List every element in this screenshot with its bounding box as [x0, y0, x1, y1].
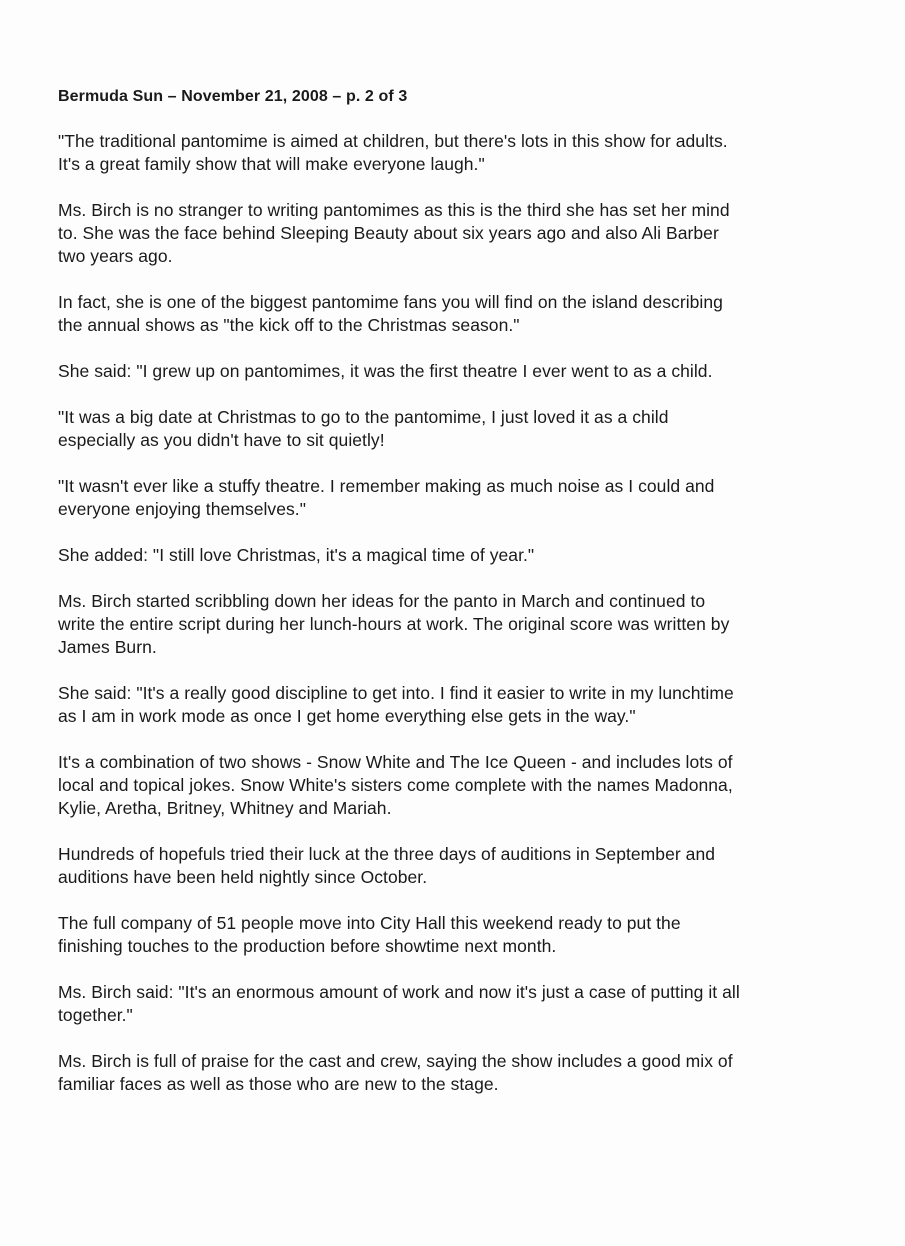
article-paragraph: Ms. Birch is no stranger to writing pantomimes as this is the third she has set her mind to. She was the face behind Sleeping Beauty about six years ago and also Ali Barber two years ago. [58, 200, 730, 266]
page-header: Bermuda Sun – November 21, 2008 – p. 2 of 3 [58, 88, 408, 105]
article-paragraph: She added: "I still love Christmas, it's a magical time of year." [58, 545, 535, 565]
article-paragraph: "The traditional pantomime is aimed at children, but there's lots in this show for adults. It's a great family show that will make everyone laugh." [58, 131, 728, 174]
article-paragraph: "It wasn't ever like a stuffy theatre. I remember making as much noise as I could and everyone enjoying themselves." [58, 476, 715, 519]
article-paragraph: Hundreds of hopefuls tried their luck at the three days of auditions in September and auditions have been held nightly since October. [58, 844, 716, 887]
article-paragraph: The full company of 51 people move into City Hall this weekend ready to put the finishing touches to the production before showtime next month. [58, 913, 681, 956]
article-paragraph: Ms. Birch started scribbling down her ideas for the panto in March and continued to write the entire script during her lunch-hours at work. The original score was written by James Burn. [58, 591, 730, 657]
article-paragraph: In fact, she is one of the biggest pantomime fans you will find on the island describing the annual shows as "the kick off to the Christmas season." [58, 292, 723, 335]
article-paragraph: She said: "I grew up on pantomimes, it was the first theatre I ever went to as a child. [58, 361, 713, 381]
article-paragraph: "It was a big date at Christmas to go to the pantomime, I just loved it as a child especially as you didn't have to sit quietly! [58, 407, 669, 450]
article-paragraph: She said: "It's a really good discipline to get into. I find it easier to write in my lunchtime as I am in work mode as once I get home everything else gets in the way." [58, 683, 734, 726]
article-paragraph: Ms. Birch is full of praise for the cast and crew, saying the show includes a good mix of familiar faces as well as those who are new to the stage. [58, 1051, 733, 1094]
article-paragraph: Ms. Birch said: "It's an enormous amount of work and now it's just a case of putting it all together." [58, 982, 740, 1025]
article-paragraph: It's a combination of two shows - Snow White and The Ice Queen - and includes lots of local and topical jokes. Snow White's sisters come complete with the names Madonna, Kylie, Aretha, Britney, Whitney and Mariah. [58, 752, 733, 818]
